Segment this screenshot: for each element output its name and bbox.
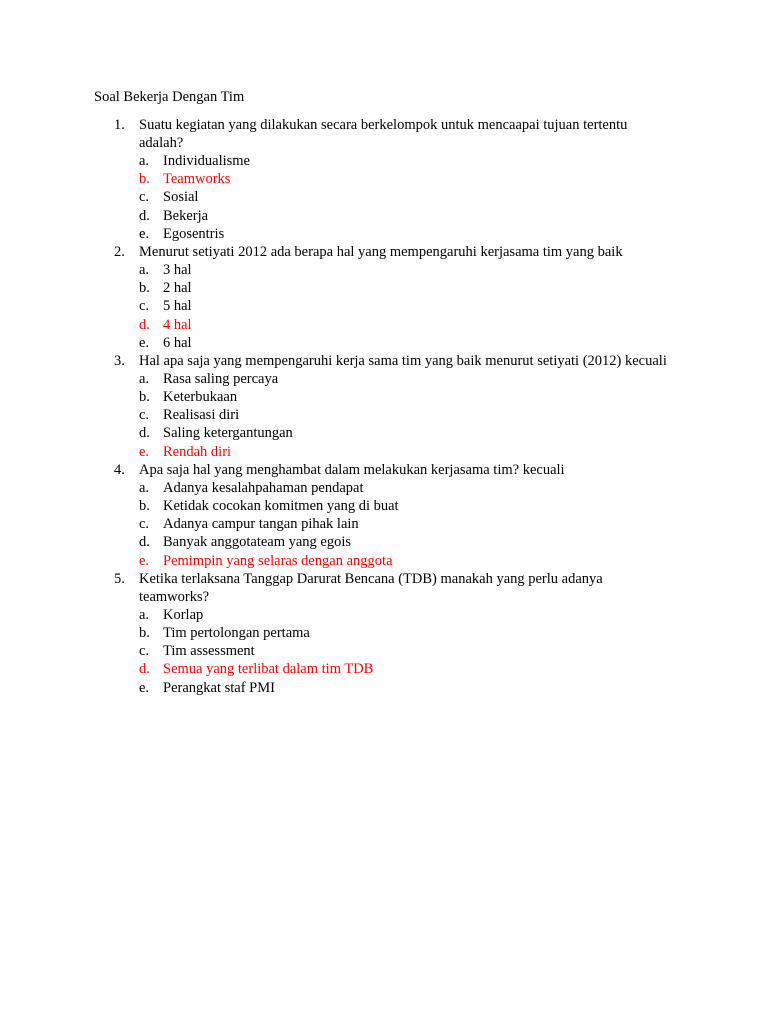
option-text: Perangkat staf PMI xyxy=(163,679,275,696)
question-text: Apa saja hal yang menghambat dalam melakukan kerjasama tim? kecuali xyxy=(139,461,565,478)
option-letter: c. xyxy=(139,189,150,206)
option-text: 3 hal xyxy=(163,261,192,278)
answer-option-correct xyxy=(0,316,768,334)
answer-option-correct xyxy=(0,443,768,461)
option-text: Pemimpin yang selaras dengan anggota xyxy=(163,552,393,569)
option-letter: c. xyxy=(139,643,150,660)
answer-option xyxy=(0,207,768,225)
answer-option xyxy=(0,624,768,642)
answer-option xyxy=(0,679,768,697)
question-number: 5. xyxy=(114,570,125,587)
question-number: 4. xyxy=(114,461,125,478)
answer-option xyxy=(0,533,768,551)
question-text: Hal apa saja yang mempengaruhi kerja sama tim yang baik menurut setiyati (2012) kecuali xyxy=(139,352,667,369)
question-item xyxy=(0,352,768,461)
option-letter: a. xyxy=(139,370,150,387)
option-text: Ketidak cocokan komitmen yang di buat xyxy=(163,498,399,514)
option-letter: d. xyxy=(139,425,150,442)
option-text: Semua yang terlibat dalam tim TDB xyxy=(163,661,374,678)
option-letter: c. xyxy=(139,407,150,424)
option-letter: b. xyxy=(139,171,150,188)
option-letter: e. xyxy=(139,225,150,242)
question-item xyxy=(0,570,768,697)
option-letter: b. xyxy=(139,498,150,514)
option-text: 4 hal xyxy=(163,316,192,333)
option-letter: a. xyxy=(139,261,150,278)
question-number: 3. xyxy=(114,352,125,369)
option-letter: c. xyxy=(139,516,150,533)
answer-option-correct xyxy=(0,170,768,188)
answer-option xyxy=(0,606,768,624)
answer-option xyxy=(0,642,768,660)
option-text: Egosentris xyxy=(163,225,225,242)
option-letter: b. xyxy=(139,280,150,297)
option-letter: e. xyxy=(139,552,150,569)
answer-option xyxy=(0,188,768,206)
option-text: Saling ketergantungan xyxy=(163,425,293,442)
question-item xyxy=(0,461,768,570)
option-text: Sosial xyxy=(163,189,199,206)
question-text: Menurut setiyati 2012 ada berapa hal yang mempengaruhi kerjasama tim yang baik xyxy=(139,243,623,260)
option-text: Banyak anggotateam yang egois xyxy=(163,534,352,551)
option-letter: b. xyxy=(139,389,150,406)
answer-option xyxy=(0,152,768,170)
answer-option xyxy=(0,370,768,388)
option-text: Keterbukaan xyxy=(163,389,238,406)
option-letter: d. xyxy=(139,316,150,333)
answer-option xyxy=(0,406,768,424)
option-letter: d. xyxy=(139,534,150,551)
option-text: 6 hal xyxy=(163,334,192,351)
option-letter: e. xyxy=(139,679,150,696)
option-letter: d. xyxy=(139,661,150,678)
option-letter: e. xyxy=(139,334,150,351)
option-text: Realisasi diri xyxy=(163,407,240,424)
option-letter: a. xyxy=(139,606,150,623)
option-letter: e. xyxy=(139,443,150,460)
answer-option xyxy=(0,515,768,533)
question-number: 2. xyxy=(114,243,125,260)
answer-option-correct xyxy=(0,552,768,570)
option-letter: a. xyxy=(139,153,150,169)
option-letter: b. xyxy=(139,624,150,641)
answer-option xyxy=(0,334,768,352)
option-text: 5 hal xyxy=(163,298,192,315)
answer-option xyxy=(0,388,768,406)
answer-option xyxy=(0,225,768,243)
option-text: Rasa saling percaya xyxy=(163,370,279,387)
option-letter: d. xyxy=(139,207,150,224)
answer-option xyxy=(0,479,768,497)
document-title: Soal Bekerja Dengan Tim xyxy=(94,89,245,105)
option-text: Rendah diri xyxy=(163,443,232,460)
option-text: Adanya campur tangan pihak lain xyxy=(163,516,359,533)
question-number: 1. xyxy=(114,117,125,133)
answer-option xyxy=(0,261,768,279)
option-letter: a. xyxy=(139,479,150,496)
question-list xyxy=(0,116,768,697)
option-text: 2 hal xyxy=(163,280,192,297)
answer-option xyxy=(0,424,768,442)
option-text: Tim assessment xyxy=(163,643,255,660)
answer-option xyxy=(0,497,768,515)
option-text: Tim pertolongan pertama xyxy=(163,624,310,641)
option-text: Bekerja xyxy=(163,207,209,224)
answer-option xyxy=(0,279,768,297)
answer-option xyxy=(0,297,768,315)
option-text: Korlap xyxy=(163,606,204,623)
answer-option-correct xyxy=(0,660,768,678)
question-text: Suatu kegiatan yang dilakukan secara berkelompok untuk mencaapai tujuan tertentu adalah? xyxy=(139,117,628,151)
question-item xyxy=(0,116,768,243)
option-text: Individualisme xyxy=(163,153,250,169)
option-text: Adanya kesalahpahaman pendapat xyxy=(163,479,364,496)
option-letter: c. xyxy=(139,298,150,315)
option-text: Teamworks xyxy=(163,171,231,188)
question-item xyxy=(0,243,768,352)
question-text: Ketika terlaksana Tanggap Darurat Bencana (TDB) manakah yang perlu adanya teamworks? xyxy=(139,570,603,605)
